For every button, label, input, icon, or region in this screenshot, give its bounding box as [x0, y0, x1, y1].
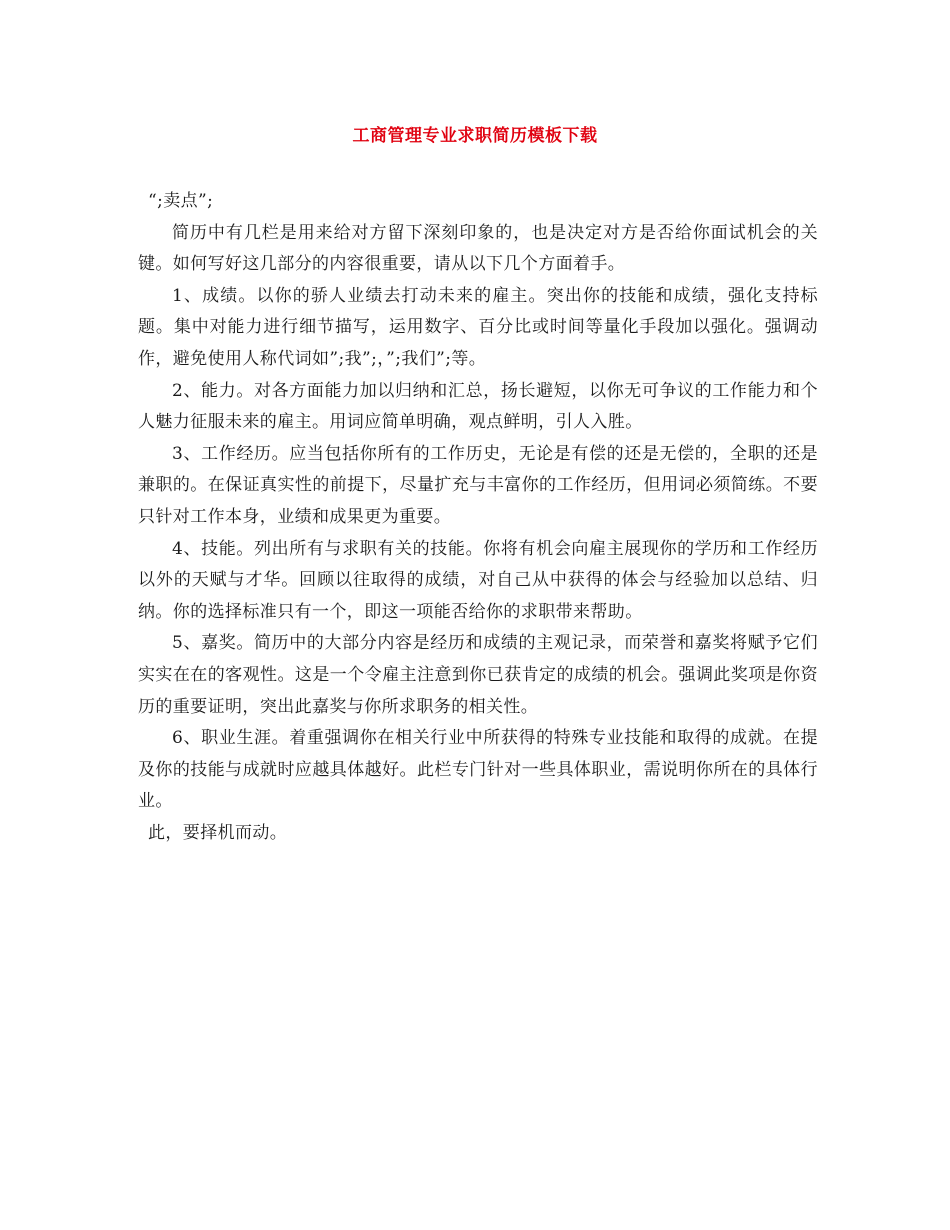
paragraph-career: 6、职业生涯。着重强调你在相关行业中所获得的特殊专业技能和取得的成就。在提及你的技能与成就时应越具体越好。此栏专门针对一些具体职业，需说明你所在的具体行业。	[138, 728, 818, 812]
paragraph-closing: 此，要择机而动。	[148, 822, 288, 843]
paragraph-work-experience: 3、工作经历。应当包括你所有的工作历史，无论是有偿的还是无偿的，全职的还是兼职的。在保证真实性的前提下，尽量扩充与丰富你的工作经历，但用词必须简练。不要只针对工作本身，业绩和成果更为重要。	[138, 443, 818, 527]
document-body	[138, 186, 818, 849]
document-title: 工商管理专业求职简历模板下载	[352, 126, 598, 146]
paragraph-abilities: 2、能力。对各方面能力加以归纳和汇总，扬长避短，以你无可争议的工作能力和个人魅力征服未来的雇主。用词应简单明确，观点鲜明，引人入胜。	[138, 380, 818, 433]
paragraph-selling-point: “;卖点”;	[148, 191, 214, 211]
paragraph-skills: 4、技能。列出所有与求职有关的技能。你将有机会向雇主展现你的学历和工作经历以外的天赋与才华。回顾以往取得的成绩，对自己从中获得的体会与经验加以总结、归纳。你的选择标准只有一个，即这一项能否给你的求职带来帮助。	[138, 538, 818, 622]
paragraph-intro: 简历中有几栏是用来给对方留下深刻印象的，也是决定对方是否给你面试机会的关键。如何写好这几部分的内容很重要，请从以下几个方面着手。	[138, 222, 818, 275]
paragraph-awards: 5、嘉奖。简历中的大部分内容是经历和成绩的主观记录，而荣誉和嘉奖将赋予它们实实在在的客观性。这是一个令雇主注意到你已获肯定的成绩的机会。强调此奖项是你资历的重要证明，突出此嘉奖与你所求职务的相关性。	[138, 633, 818, 717]
paragraph-achievements: 1、成绩。以你的骄人业绩去打动未来的雇主。突出你的技能和成绩，强化支持标题。集中对能力进行细节描写，运用数字、百分比或时间等量化手段加以强化。强调动作，避免使用人称代词如”;我”;，”;我们”;等。	[138, 285, 818, 369]
